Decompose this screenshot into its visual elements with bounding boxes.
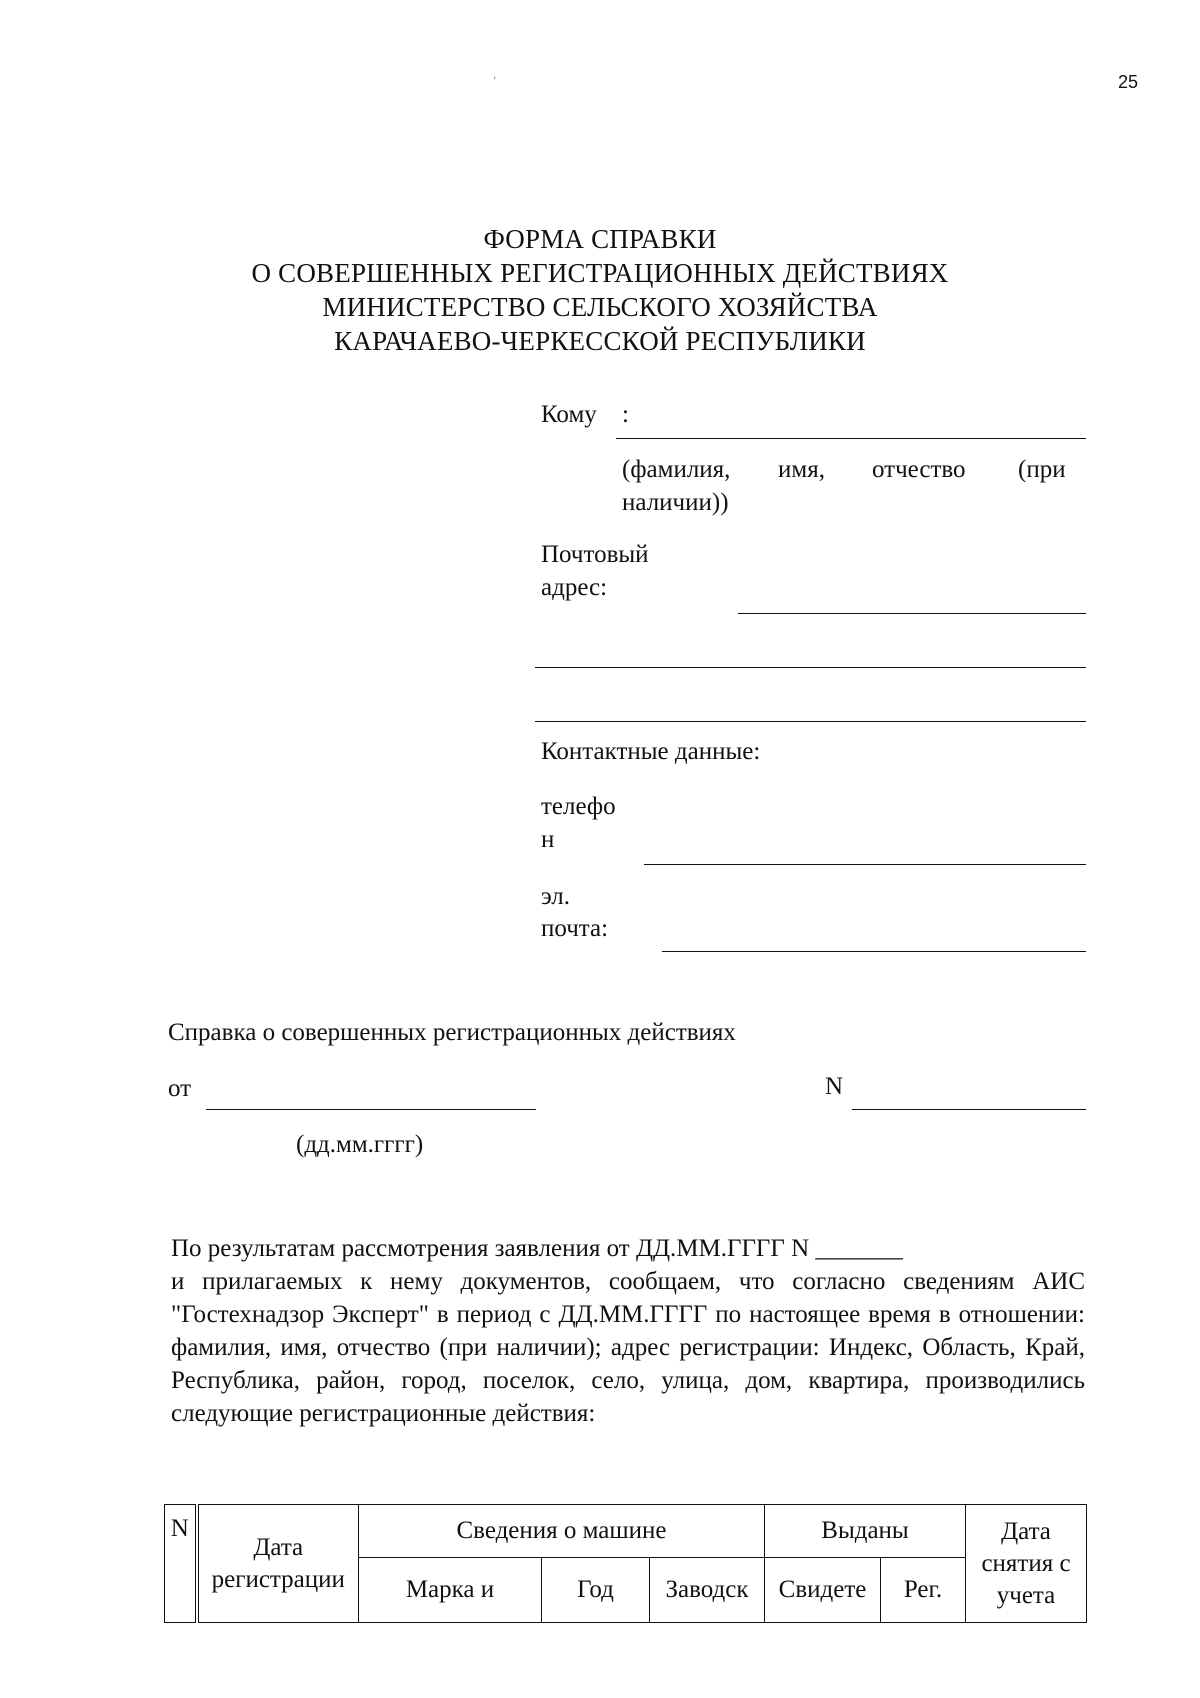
col-header-factory-number: Заводск [650, 1558, 765, 1623]
email-field[interactable] [662, 951, 1086, 952]
col-header-certificate: Свидете [765, 1558, 881, 1623]
body-line-1: По результатам рассмотрения заявления от ДД.ММ.ГГГГ N _______ [171, 1235, 903, 1262]
form-title-line-4: КАРАЧАЕВО-ЧЕРКЕССКОЙ РЕСПУБЛИКИ [334, 326, 866, 356]
phone-label-2: н [541, 826, 555, 853]
contacts-label: Контактные данные: [541, 738, 761, 765]
form-title-line-2: О СОВЕРШЕННЫХ РЕГИСТРАЦИОННЫХ ДЕЙСТВИЯХ [251, 258, 949, 288]
recipient-name-field[interactable] [616, 438, 1086, 439]
postal-address-label-2: адрес: [541, 574, 608, 601]
group-header-machine-info: Сведения о машине [359, 1505, 765, 1558]
certificate-date-field[interactable] [206, 1109, 536, 1110]
body-text: и прилагаемых к нему документов, сообщаем, что согласно сведениям АИС "Гостехнадзор Эксперт" в период с ДД.ММ.ГГГГ по настоящее время в отношении: фамилия, имя, отчество (при наличии); адрес регистрации: Индекс, Область, Край, Республика, район, город, поселок, село, улица, дом, квартира, производились следующие регистрационные действия: [171, 1268, 1085, 1427]
email-label-1: эл. [541, 883, 571, 910]
postal-address-field-2[interactable] [535, 667, 1086, 668]
col-header-year: Год [542, 1558, 650, 1623]
fio-hint-patronymic: отчество [872, 456, 966, 483]
email-label-2: почта: [541, 915, 609, 942]
col-header-make: Марка и [359, 1558, 542, 1623]
certificate-number-label: N [825, 1073, 844, 1100]
body-paragraph [171, 1232, 1085, 1430]
fio-hint-line-2: наличии)) [622, 489, 729, 516]
col-header-registration-date: Дата регистрации [197, 1505, 359, 1623]
certificate-number-field[interactable] [852, 1109, 1086, 1110]
fio-hint-name: имя, [778, 456, 825, 483]
to-label: Кому [541, 401, 597, 428]
postal-address-field-3[interactable] [535, 721, 1086, 722]
group-header-issued: Выданы [765, 1505, 966, 1558]
col-header-deregistration-date: Дата снятия с учета [966, 1505, 1087, 1623]
registration-actions-table [164, 1504, 1087, 1623]
fio-hint-surname: (фамилия, [622, 456, 731, 483]
phone-label-1: телефо [541, 793, 616, 820]
date-format-hint: (дд.мм.гггг) [296, 1131, 424, 1158]
certificate-from-label: от [168, 1075, 192, 1102]
to-colon: : [622, 401, 629, 428]
postal-address-label-1: Почтовый [541, 541, 649, 568]
form-title-line-3: МИНИСТЕРСТВО СЕЛЬСКОГО ХОЗЯЙСТВА [322, 292, 878, 322]
form-title-line-1: ФОРМА СПРАВКИ [483, 224, 717, 254]
page-number: 25 [1118, 72, 1139, 92]
fio-hint-if-any: (при [1018, 456, 1066, 483]
phone-field[interactable] [644, 864, 1086, 865]
postal-address-field-1[interactable] [738, 613, 1086, 614]
col-header-reg-plate: Рег. [881, 1558, 966, 1623]
scan-speck: ʼ [493, 76, 497, 87]
certificate-heading: Справка о совершенных регистрационных действиях [168, 1019, 736, 1046]
col-header-number: N [165, 1505, 197, 1623]
